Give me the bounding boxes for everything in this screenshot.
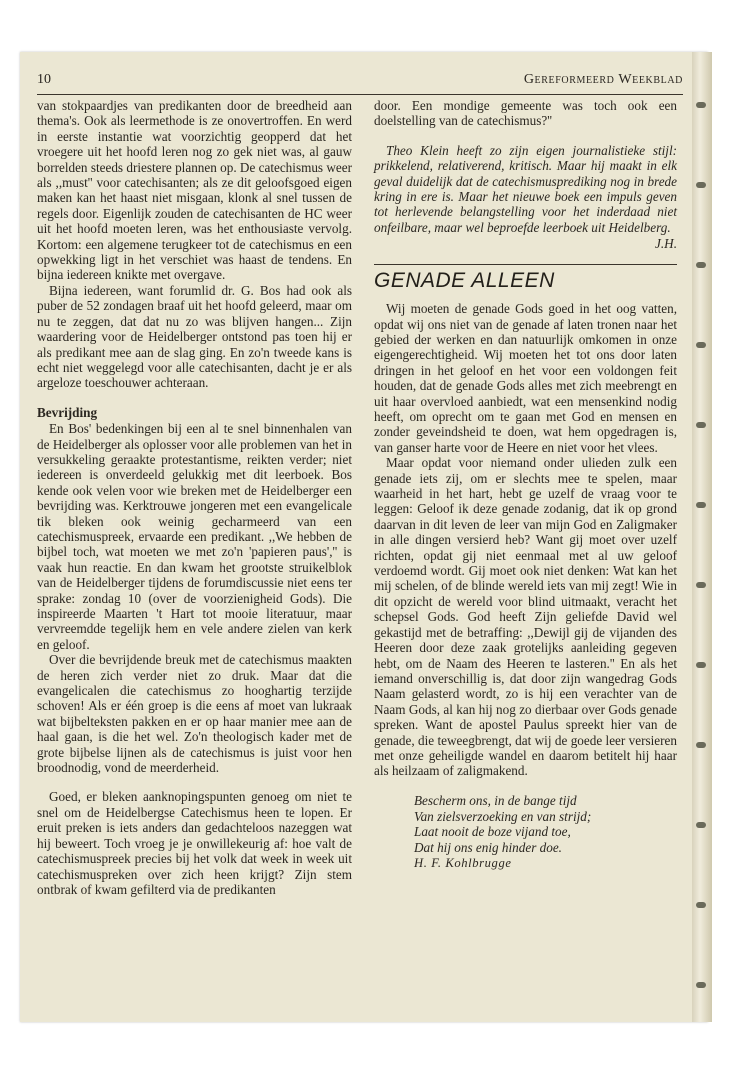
paragraph: En Bos' bedenkingen bij een al te snel binnenhalen van de Heidelberger als oplosser voor alle problemen van het in versukkeling geraakte protestantisme, reikten verder; niet iedereen is onverdeeld gelukkig met dit leerboek. Bos kende ook velen voor wie breken met de Heidelberger een bevrijding was. Kerktrouwe jongeren met een evangelicale tik bleken ook weinig gecharmeerd van een catechismuspreek, ervaarde een predikant. ,,We hebben de bijbel toch, wat moeten we met zo'n 'papieren paus','' is vaak hun reactie. En dan kwam het grootste struikelblok van de Heidelberger tijdens de forumdiscussie niet eens ter sprake: zondag 10 (over de voorzienigheid Gods). Die inspireerde Maarten 't Hart tot mooie literatuur, maar vervreemdde tegelijk hem en vele andere zielen van kerk en geloof.: [37, 421, 352, 652]
subheading: Bevrijding: [37, 404, 98, 420]
right-column: [374, 98, 677, 872]
spiral-binding: [692, 52, 712, 1022]
editor-note-text: Theo Klein heeft zo zijn eigen journalistieke stijl: prikkelend, relativerend, kritisch. Maar hij maakt in elk geval duidelijk dat de catechismusprediking nog in brede kring in ere is. Maar het nieuwe boek een impuls geven tot herlevende belangstelling voor het inderdaad niet onfeilbare, maar wel beproefde leerboek uit Heidelberg.: [374, 142, 677, 235]
paragraph: Goed, er bleken aanknopingspunten genoeg om niet te snel om de Heidelbergse Catechismus heen te lopen. Er eruit preken is iets anders dan gedachteloos nazeggen wat hij beweert. Toch vroeg je je onwillekeurig af: hoe valt de catechismuspreek precies bij het volk dat week in week uit catechismuspreken over zich heen krijgt? Zijn stem ontbrak of kwam gefilterd via de predikanten: [37, 789, 352, 897]
poem-line: Bescherm ons, in de bange tijd: [414, 792, 577, 808]
poem-line: Dat hij ons enig hinder doe.: [414, 840, 562, 856]
paragraph: Maar opdat voor niemand onder ulieden zulk een genade iets zij, om er slechts mee te spelen, maar waarheid in het hart, hebt ge uzelf de vraag voor te leggen: Geloof ik deze genade zodanig, dat ik op grond daarvan in dit leven de leer van mijn God en Zaligmaker in alle dingen versierd heb? Want gij moet over uzelf richten, opdat gij niet eenmaal met al uw geloof verdoemd wordt. Gij moet ook niet denken: Wat kan het mij schelen, of de blinde wereld iets van mij zegt! Wie in dit opzicht de wereld voor blind uitmaakt, veracht het schepsel Gods. God heeft Zijn geliefde David wel gekastijd met de betraffing: ,,Dewijl gij de vijanden des Heeren door deze zaak grotelijks aanleiding gegeven hebt, om de Naam des Heeren te lasteren.'' En als het iemand onverschillig is, dat door zijn wangedrag Gods Naam gelasterd wordt, zo is hij een verachter van de Naam Gods, al kan hij nog zo dierbaar over Gods genade spreken. Want de apostel Paulus spreekt hier van de genade, die teweegbrengt, dat wij de goede leer versieren met onze geheiligde wandel en daarom betitelt hij haar als heilzaam of zaligmakend.: [374, 455, 677, 779]
page-header: [37, 72, 683, 95]
paragraph: door. Een mondige gemeente was toch ook een doelstelling van de catechismus?'': [374, 98, 677, 129]
paragraph: Wij moeten de genade Gods goed in het oog vatten, opdat wij ons niet van de genade af laten tronen naar het gebied der werken en dan natuurlijk omkomen in onze eigengerechtigheid. Wij moeten het tot ons door laten dringen in het geloof en het voor een voldongen feit houden, dat de genade Gods alles met zich meebrengt en uit haar overvloed aanbiedt, wat een mensenkind nodig heeft, om oprecht om te gaan met God en mensen en zonder geveindsheid te doen, wat hem opgedragen is, van ganser harte voor de Heere en niet voor het vlees.: [374, 301, 677, 455]
poem-author: H. F. Kohlbrugge: [414, 855, 512, 870]
editor-initials: J.H.: [655, 236, 677, 252]
magazine-title: Gereformeerd Weekblad: [523, 72, 683, 87]
paragraph: Bijna iedereen, want forumlid dr. G. Bos had ook als puber de 52 zondagen braaf uit het hoofd geleerd, maar om nu te zeggen, dat dat nu zo was blijven hangen... Zijn waardering voor de Heidelberger ontstond pas toen hij er als predikant mee aan de slag ging. En zo'n tweede kans is echt niet weggelegd voor alle catechisanten, dacht je er als argeloze toeschouwer achteraan.: [37, 282, 352, 391]
page-number: 10: [37, 72, 51, 87]
poem: [414, 793, 677, 872]
left-column: [37, 98, 352, 897]
poem-line: Van zielsverzoeking en van strijd;: [414, 808, 592, 824]
paragraph: Over die bevrijdende breuk met de catechismus maakten de heren zich verder niet zo druk. Maar dat die evangelicalen die catechismus zo hooghartig terzijde schoven! Als er één groep is die eens af moet van lukraak wat bijbelteksten pakken en er op haar manier mee aan de haal gaan, is die het wel. Zo'n theologisch kader met de grote bijbelse lijnen als de catechismus is juist voor hen broodnodig, vond de meerderheid.: [37, 652, 352, 776]
editor-note: [374, 143, 677, 252]
section-divider: [374, 264, 677, 266]
poem-line: Laat nooit de boze vijand toe,: [414, 824, 571, 840]
paragraph: van stokpaardjes van predikanten door de breedheid aan thema's. Ook als leermethode is ze onovertroffen. En werd in eerste instantie wat voorzichtig geopperd dat het vroegere uit het hoofd leren nog zo gek niet was, al gauw borrelden steeds driestere plannen op. De catechismus weer als ,,must'' voor catechisanten; als ze dit geloofsgoed eigen maken kan het haast niet misgaan, klonk al snel tussen de regels door. Eigenlijk zouden de catechisanten de HC weer uit het hoofd moeten leren, was het enthousiaste vervolg. Kortom: een algemene terugkeer tot de catechismus en een opwekking ligt in het verschiet was haast de tendens. En bijna iedereen knikte met overgave.: [37, 98, 352, 283]
section-title: GENADE ALLEEN: [374, 269, 555, 293]
